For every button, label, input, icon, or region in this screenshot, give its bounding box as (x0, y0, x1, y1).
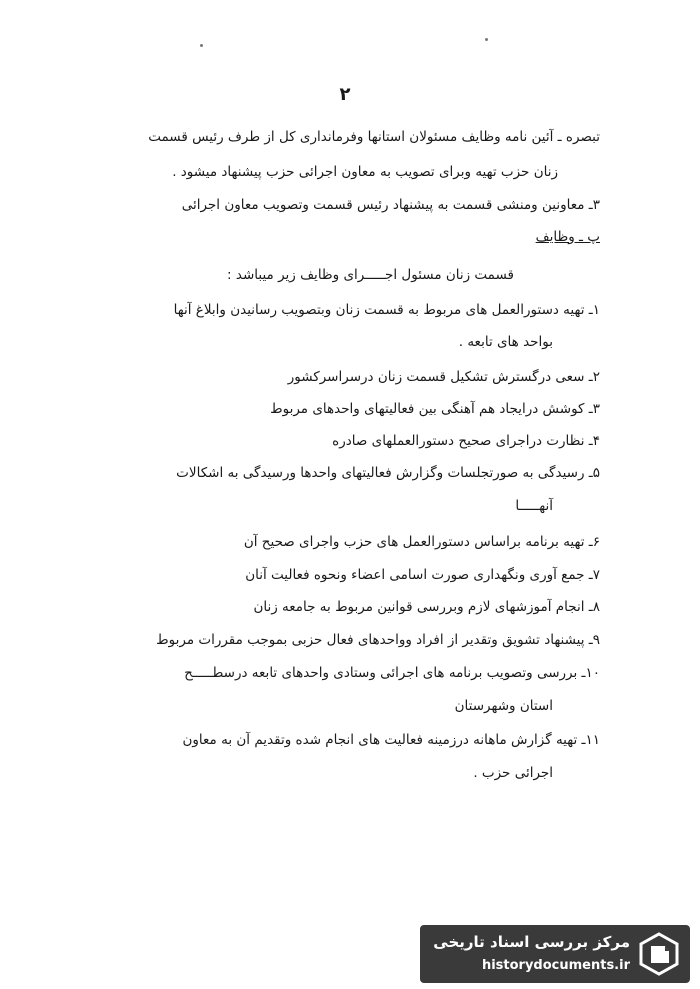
text-line: تبصره ـ آئین نامه وظایف مسئولان استانها وفرمانداری کل از طرف رئیس قسمت (148, 129, 600, 145)
text-line: قسمت زنان مسئول اجـــــرای وظایف زیر میباشد : (227, 267, 514, 283)
list-item: ۹ـ پیشنهاد تشویق وتقدیر از افراد وواحدهای فعال حزبی بموجب مقررات مربوط (156, 632, 600, 648)
text-line: ۳ـ معاونین ومنشی قسمت به پیشنهاد رئیس قسمت وتصویب معاون اجرائی (181, 197, 600, 213)
list-item-continuation: استان وشهرستان (454, 698, 553, 714)
text-line: زنان حزب تهیه وبرای تصویب به معاون اجرائی حزب پیشنهاد میشود . (172, 164, 558, 180)
watermark-url: historydocuments.ir (481, 958, 630, 973)
list-item-continuation: بواحد های تابعه . (458, 334, 553, 350)
list-item: ۸ـ انجام آموزشهای لازم وبررسی قوانین مربوط به جامعه زنان (253, 599, 600, 615)
watermark-title: مرکز بررسی اسناد تاریخی (433, 933, 630, 951)
section-heading: پ ـ وظایف (535, 229, 600, 245)
list-item: ۷ـ جمع آوری ونگهداری صورت اسامی اعضاء ونحوه فعالیت آنان (245, 567, 600, 583)
scan-speck (200, 44, 203, 47)
scan-speck (485, 38, 488, 41)
list-item: ۱۱ـ تهیه گزارش ماهانه درزمینه فعالیت های انجام شده وتقدیم آن به معاون (182, 732, 600, 748)
list-item: ۳ـ کوشش درایجاد هم آهنگی بین فعالیتهای واحدهای مربوط (270, 401, 600, 417)
list-item: ۱۰ـ بررسی وتصویب برنامه های اجرائی وستادی واحدهای تابعه درسطـــــح (184, 665, 600, 681)
list-item: ۶ـ تهیه برنامه براساس دستورالعمل های حزب واجرای صحیح آن (243, 534, 600, 550)
list-item: ۴ـ نظارت دراجرای صحیح دستورالعملهای صادره (332, 433, 600, 449)
list-item: ۱ـ تهیه دستورالعمل های مربوط به قسمت زنان وبتصویب رسانیدن وابلاغ آنها (173, 302, 600, 318)
archive-logo-icon (636, 931, 682, 977)
archive-watermark (420, 925, 690, 983)
list-item-continuation: آنهـــــا (515, 498, 553, 514)
page-number: ۲ (339, 84, 351, 105)
list-item: ۵ـ رسیدگی به صورتجلسات وگزارش فعالیتهای واحدها ورسیدگی به اشکالات (176, 465, 600, 481)
list-item: ۲ـ سعی درگسترش تشکیل قسمت زنان درسراسرکشور (287, 369, 600, 385)
list-item-continuation: اجرائی حزب . (473, 765, 553, 781)
